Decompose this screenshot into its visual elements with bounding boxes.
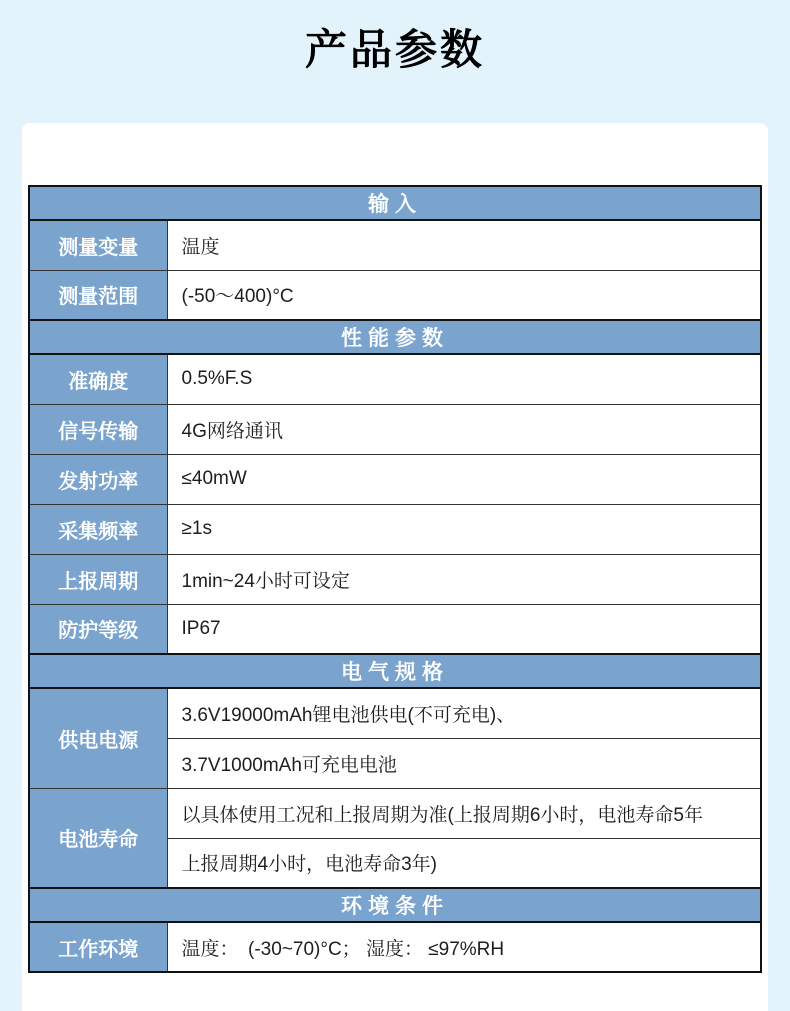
spec-value-power-supply-line2: 3.7V1000mAh可充电电池: [167, 738, 761, 788]
spec-value-sampling-frequency: ≥1s: [167, 504, 761, 554]
spec-label-reporting-period: 上报周期: [29, 554, 167, 604]
spec-label-protection-rating: 防护等级: [29, 604, 167, 654]
spec-table: [28, 185, 762, 973]
section-row-electrical: [29, 654, 761, 688]
page-title: 产品参数: [304, 25, 485, 73]
spec-row-accuracy: [29, 354, 761, 404]
spec-value-working-environment: 温度： (-30~70)°C； 湿度： ≤97%RH: [167, 922, 761, 972]
spec-value-measurement-variable: 温度: [167, 220, 761, 270]
section-row-performance: [29, 320, 761, 354]
spec-label-power-supply: 供电电源: [29, 688, 167, 788]
spec-value-battery-life-line2: 上报周期4小时，电池寿命3年): [167, 838, 761, 888]
spec-label-signal-transmission: 信号传输: [29, 404, 167, 454]
spec-label-accuracy: 准确度: [29, 354, 167, 404]
spec-label-measurement-range: 测量范围: [29, 270, 167, 320]
spec-label-working-environment: 工作环境: [29, 922, 167, 972]
section-row-environment: [29, 888, 761, 922]
section-row-input: [29, 186, 761, 220]
spec-value-battery-life-line1: 以具体使用工况和上报周期为准(上报周期6小时，电池寿命5年: [167, 788, 761, 838]
spec-row-measurement-variable: [29, 220, 761, 270]
content-card: [22, 123, 768, 1011]
spec-value-signal-transmission: 4G网络通讯: [167, 404, 761, 454]
spec-value-accuracy: 0.5%F.S: [167, 354, 761, 404]
spec-label-transmit-power: 发射功率: [29, 454, 167, 504]
spec-row-signal-transmission: [29, 404, 761, 454]
spec-value-transmit-power: ≤40mW: [167, 454, 761, 504]
section-header-environment: 环境条件: [29, 888, 761, 922]
section-header-performance: 性能参数: [29, 320, 761, 354]
spec-label-battery-life: 电池寿命: [29, 788, 167, 888]
spec-row-reporting-period: [29, 554, 761, 604]
spec-value-reporting-period: 1min~24小时可设定: [167, 554, 761, 604]
section-header-electrical: 电气规格: [29, 654, 761, 688]
spec-label-measurement-variable: 测量变量: [29, 220, 167, 270]
spec-value-power-supply-line1: 3.6V19000mAh锂电池供电(不可充电)、: [167, 688, 761, 738]
spec-label-sampling-frequency: 采集频率: [29, 504, 167, 554]
spec-value-measurement-range: (-50～400)°C: [167, 270, 761, 320]
spec-row-measurement-range: [29, 270, 761, 320]
section-header-input: 输入: [29, 186, 761, 220]
spec-row-sampling-frequency: [29, 504, 761, 554]
spec-row-battery-life: [29, 788, 761, 838]
spec-row-power-supply: [29, 688, 761, 738]
spec-row-protection-rating: [29, 604, 761, 654]
page-header: [0, 0, 790, 123]
spec-row-transmit-power: [29, 454, 761, 504]
spec-value-protection-rating: IP67: [167, 604, 761, 654]
spec-row-working-environment: [29, 922, 761, 972]
